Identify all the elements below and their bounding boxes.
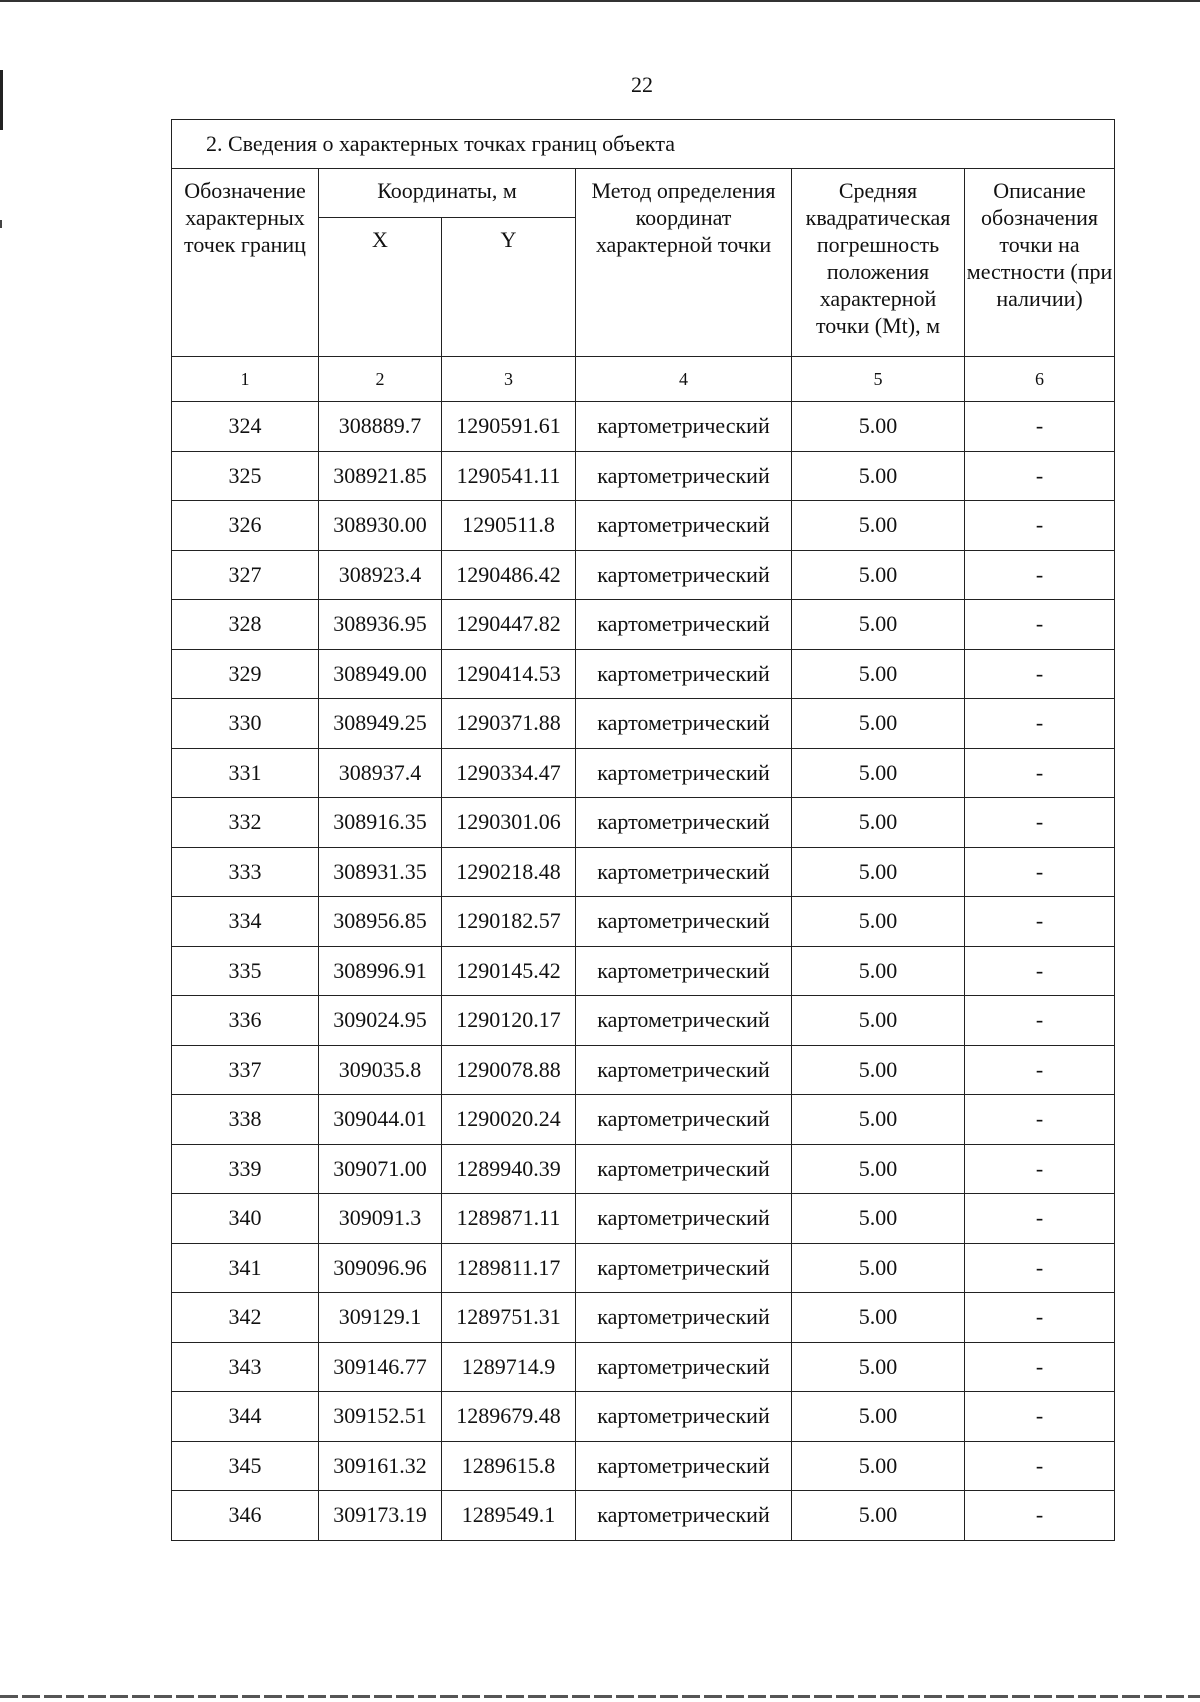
cell-error-value: 5.00 <box>792 996 965 1046</box>
boundary-points-table <box>171 119 1115 1541</box>
cell-description: - <box>965 501 1115 551</box>
cell-description: - <box>965 1392 1115 1442</box>
cell-coord-y: 1290541.11 <box>442 451 576 501</box>
cell-description: - <box>965 649 1115 699</box>
cell-method: картометрический <box>576 847 792 897</box>
cell-coord-y: 1290020.24 <box>442 1095 576 1145</box>
cell-coord-y: 1290334.47 <box>442 748 576 798</box>
table-row <box>172 847 1115 897</box>
cell-error-value: 5.00 <box>792 847 965 897</box>
cell-description: - <box>965 748 1115 798</box>
cell-error-value: 5.00 <box>792 1194 965 1244</box>
cell-description: - <box>965 550 1115 600</box>
table-row <box>172 996 1115 1046</box>
table-row <box>172 1441 1115 1491</box>
header-point-designation: Обозначение характерных точек границ <box>172 169 319 357</box>
cell-coord-x: 308949.25 <box>319 699 442 749</box>
cell-method: картометрический <box>576 946 792 996</box>
column-number: 1 <box>172 357 319 402</box>
cell-coord-x: 309024.95 <box>319 996 442 1046</box>
header-description: Описание обозначения точки на местности (при наличии) <box>965 169 1115 357</box>
column-number: 2 <box>319 357 442 402</box>
table-row <box>172 798 1115 848</box>
cell-error-value: 5.00 <box>792 1342 965 1392</box>
cell-error-value: 5.00 <box>792 649 965 699</box>
cell-point-id: 330 <box>172 699 319 749</box>
cell-description: - <box>965 600 1115 650</box>
cell-description: - <box>965 946 1115 996</box>
cell-point-id: 339 <box>172 1144 319 1194</box>
cell-coord-x: 309146.77 <box>319 1342 442 1392</box>
cell-point-id: 340 <box>172 1194 319 1244</box>
cell-coord-x: 309091.3 <box>319 1194 442 1244</box>
cell-point-id: 337 <box>172 1045 319 1095</box>
table-row <box>172 699 1115 749</box>
cell-method: картометрический <box>576 897 792 947</box>
cell-coord-y: 1290447.82 <box>442 600 576 650</box>
cell-coord-x: 308930.00 <box>319 501 442 551</box>
cell-point-id: 342 <box>172 1293 319 1343</box>
table-row <box>172 451 1115 501</box>
table-row <box>172 1144 1115 1194</box>
cell-coord-x: 308956.85 <box>319 897 442 947</box>
cell-coord-x: 308996.91 <box>319 946 442 996</box>
cell-method: картометрический <box>576 699 792 749</box>
table-row <box>172 600 1115 650</box>
cell-description: - <box>965 1045 1115 1095</box>
cell-point-id: 336 <box>172 996 319 1046</box>
cell-method: картометрический <box>576 550 792 600</box>
header-coordinates: Координаты, м <box>319 169 576 218</box>
table-row <box>172 748 1115 798</box>
table-row <box>172 897 1115 947</box>
table-row <box>172 1045 1115 1095</box>
cell-error-value: 5.00 <box>792 897 965 947</box>
header-method: Метод определения координат характерной точки <box>576 169 792 357</box>
cell-error-value: 5.00 <box>792 600 965 650</box>
cell-point-id: 325 <box>172 451 319 501</box>
table-row <box>172 402 1115 452</box>
cell-coord-x: 308937.4 <box>319 748 442 798</box>
header-error: Средняя квадратическая погрешность положения характерной точки (Mt), м <box>792 169 965 357</box>
cell-error-value: 5.00 <box>792 1441 965 1491</box>
cell-error-value: 5.00 <box>792 1392 965 1442</box>
table-body <box>172 402 1115 1541</box>
table-row <box>172 649 1115 699</box>
cell-description: - <box>965 1491 1115 1541</box>
cell-method: картометрический <box>576 451 792 501</box>
cell-description: - <box>965 1441 1115 1491</box>
header-x: X <box>319 218 442 357</box>
cell-method: картометрический <box>576 600 792 650</box>
cell-error-value: 5.00 <box>792 699 965 749</box>
cell-method: картометрический <box>576 1144 792 1194</box>
cell-coord-x: 309044.01 <box>319 1095 442 1145</box>
cell-coord-x: 308923.4 <box>319 550 442 600</box>
cell-method: картометрический <box>576 402 792 452</box>
cell-coord-y: 1289811.17 <box>442 1243 576 1293</box>
cell-error-value: 5.00 <box>792 946 965 996</box>
cell-description: - <box>965 451 1115 501</box>
table-row <box>172 550 1115 600</box>
cell-point-id: 324 <box>172 402 319 452</box>
column-number: 6 <box>965 357 1115 402</box>
cell-method: картометрический <box>576 1491 792 1541</box>
cell-description: - <box>965 1243 1115 1293</box>
cell-method: картометрический <box>576 501 792 551</box>
cell-coord-x: 308936.95 <box>319 600 442 650</box>
cell-error-value: 5.00 <box>792 748 965 798</box>
cell-coord-x: 308931.35 <box>319 847 442 897</box>
cell-method: картометрический <box>576 1293 792 1343</box>
cell-error-value: 5.00 <box>792 501 965 551</box>
cell-coord-x: 309129.1 <box>319 1293 442 1343</box>
cell-method: картометрический <box>576 1194 792 1244</box>
table-row <box>172 1095 1115 1145</box>
cell-point-id: 332 <box>172 798 319 848</box>
cell-method: картометрический <box>576 748 792 798</box>
cell-error-value: 5.00 <box>792 1243 965 1293</box>
cell-coord-x: 308949.00 <box>319 649 442 699</box>
cell-error-value: 5.00 <box>792 550 965 600</box>
cell-method: картометрический <box>576 1342 792 1392</box>
cell-description: - <box>965 1342 1115 1392</box>
cell-description: - <box>965 798 1115 848</box>
cell-coord-x: 308916.35 <box>319 798 442 848</box>
cell-point-id: 345 <box>172 1441 319 1491</box>
cell-error-value: 5.00 <box>792 1095 965 1145</box>
cell-coord-y: 1290511.8 <box>442 501 576 551</box>
cell-description: - <box>965 1144 1115 1194</box>
cell-coord-y: 1290078.88 <box>442 1045 576 1095</box>
cell-description: - <box>965 897 1115 947</box>
table-row <box>172 1491 1115 1541</box>
cell-coord-x: 309161.32 <box>319 1441 442 1491</box>
table-row <box>172 946 1115 996</box>
cell-error-value: 5.00 <box>792 798 965 848</box>
cell-error-value: 5.00 <box>792 1491 965 1541</box>
cell-error-value: 5.00 <box>792 1045 965 1095</box>
scan-edge-mark <box>0 220 2 228</box>
section-title: 2. Сведения о характерных точках границ объекта <box>172 120 1115 169</box>
cell-point-id: 346 <box>172 1491 319 1541</box>
cell-description: - <box>965 996 1115 1046</box>
cell-point-id: 343 <box>172 1342 319 1392</box>
cell-method: картометрический <box>576 1392 792 1442</box>
cell-coord-x: 309152.51 <box>319 1392 442 1442</box>
cell-coord-y: 1290486.42 <box>442 550 576 600</box>
cell-coord-y: 1290120.17 <box>442 996 576 1046</box>
cell-method: картометрический <box>576 1095 792 1145</box>
scan-edge-top <box>0 0 1200 2</box>
cell-coord-y: 1289714.9 <box>442 1342 576 1392</box>
column-numbers-row <box>172 357 1115 402</box>
table-row <box>172 1194 1115 1244</box>
cell-point-id: 333 <box>172 847 319 897</box>
cell-error-value: 5.00 <box>792 402 965 452</box>
scan-edge-bottom <box>0 1695 1200 1698</box>
cell-coord-y: 1289940.39 <box>442 1144 576 1194</box>
cell-point-id: 334 <box>172 897 319 947</box>
cell-description: - <box>965 1194 1115 1244</box>
cell-coord-y: 1289751.31 <box>442 1293 576 1343</box>
cell-point-id: 331 <box>172 748 319 798</box>
cell-error-value: 5.00 <box>792 1293 965 1343</box>
cell-coord-y: 1290371.88 <box>442 699 576 749</box>
cell-coord-x: 309173.19 <box>319 1491 442 1541</box>
cell-point-id: 326 <box>172 501 319 551</box>
column-number: 4 <box>576 357 792 402</box>
cell-description: - <box>965 1293 1115 1343</box>
cell-method: картометрический <box>576 649 792 699</box>
page-number: 22 <box>631 72 653 97</box>
cell-error-value: 5.00 <box>792 1144 965 1194</box>
cell-description: - <box>965 699 1115 749</box>
cell-point-id: 327 <box>172 550 319 600</box>
cell-point-id: 344 <box>172 1392 319 1442</box>
cell-method: картометрический <box>576 798 792 848</box>
cell-method: картометрический <box>576 1243 792 1293</box>
cell-coord-x: 309071.00 <box>319 1144 442 1194</box>
cell-point-id: 328 <box>172 600 319 650</box>
cell-error-value: 5.00 <box>792 451 965 501</box>
cell-coord-y: 1289871.11 <box>442 1194 576 1244</box>
cell-method: картометрический <box>576 1441 792 1491</box>
table-row <box>172 501 1115 551</box>
cell-description: - <box>965 1095 1115 1145</box>
cell-method: картометрический <box>576 1045 792 1095</box>
cell-coord-x: 308889.7 <box>319 402 442 452</box>
cell-coord-y: 1290301.06 <box>442 798 576 848</box>
cell-description: - <box>965 402 1115 452</box>
column-number: 5 <box>792 357 965 402</box>
table-row <box>172 1342 1115 1392</box>
table-row <box>172 1243 1115 1293</box>
cell-point-id: 338 <box>172 1095 319 1145</box>
cell-coord-y: 1290145.42 <box>442 946 576 996</box>
cell-coord-y: 1290591.61 <box>442 402 576 452</box>
cell-method: картометрический <box>576 996 792 1046</box>
cell-point-id: 329 <box>172 649 319 699</box>
header-y: Y <box>442 218 576 357</box>
cell-description: - <box>965 847 1115 897</box>
cell-coord-x: 309035.8 <box>319 1045 442 1095</box>
cell-coord-x: 308921.85 <box>319 451 442 501</box>
cell-coord-x: 309096.96 <box>319 1243 442 1293</box>
cell-coord-y: 1289679.48 <box>442 1392 576 1442</box>
cell-point-id: 341 <box>172 1243 319 1293</box>
cell-coord-y: 1290414.53 <box>442 649 576 699</box>
table-row <box>172 1293 1115 1343</box>
column-number: 3 <box>442 357 576 402</box>
cell-coord-y: 1289615.8 <box>442 1441 576 1491</box>
cell-point-id: 335 <box>172 946 319 996</box>
cell-coord-y: 1289549.1 <box>442 1491 576 1541</box>
table-row <box>172 1392 1115 1442</box>
cell-coord-y: 1290182.57 <box>442 897 576 947</box>
cell-coord-y: 1290218.48 <box>442 847 576 897</box>
